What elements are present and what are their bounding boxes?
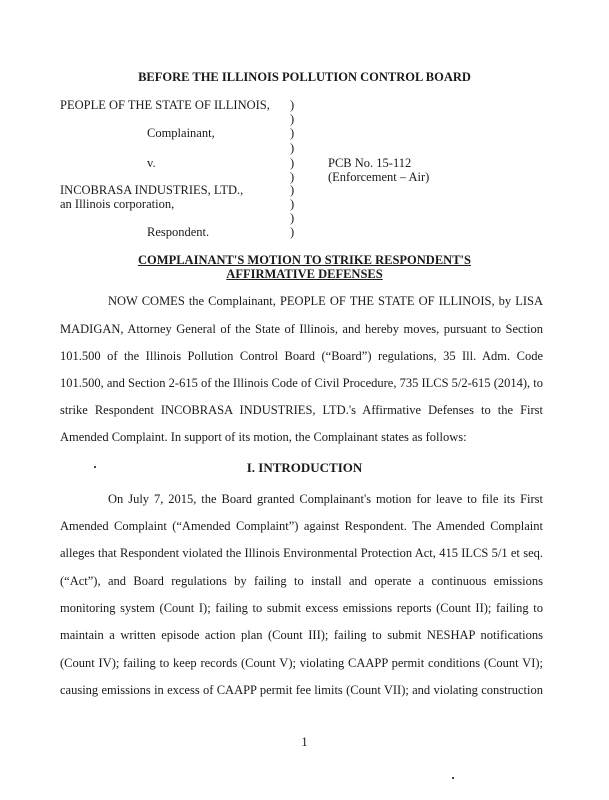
- paragraph-line: strike Respondent INCOBRASA INDUSTRIES, LTD.'s Affirmative Defenses to the First: [60, 403, 543, 417]
- paragraph-line: causing emissions in excess of CAAPP permit fee limits (Count VII); and violating construction: [60, 683, 543, 697]
- caption-paren: ): [290, 225, 295, 239]
- defendant-role: Respondent.: [147, 225, 210, 239]
- motion-title-line: COMPLAINANT'S MOTION TO STRIKE RESPONDENT'S: [138, 253, 471, 267]
- plaintiff-name: PEOPLE OF THE STATE OF ILLINOIS,: [60, 98, 270, 112]
- paragraph-line: (“Act”), and Board regulations by failing to install and operate a continuous emissions: [60, 574, 543, 588]
- paragraph-line: 101.500 of the Illinois Pollution Control Board (“Board”) regulations, 35 Ill. Adm. Code: [60, 349, 543, 363]
- scan-speck: [94, 466, 96, 468]
- case-type: (Enforcement – Air): [328, 170, 430, 184]
- versus-label: v.: [147, 156, 156, 170]
- caption-paren: ): [290, 98, 295, 112]
- caption-paren: ): [290, 197, 295, 211]
- paragraph-line: 101.500, and Section 2-615 of the Illinois Code of Civil Procedure, 735 ILCS 5/2-615 (2014), to: [60, 376, 543, 390]
- plaintiff-role: Complainant,: [147, 126, 215, 140]
- caption-paren: ): [290, 170, 295, 184]
- paragraph-line: Amended Complaint. In support of its motion, the Complainant states as follows:: [60, 430, 467, 444]
- paragraph-line: Amended Complaint (“Amended Complaint”) against Respondent. The Amended Complaint: [60, 519, 543, 533]
- defendant-name: INCOBRASA INDUSTRIES, LTD.,: [60, 183, 244, 197]
- caption-paren: ): [290, 112, 295, 126]
- scan-speck: [452, 777, 454, 779]
- paragraph-line: monitoring system (Count I); failing to submit excess emissions reports (Count II); failing to: [60, 601, 543, 615]
- paragraph-line: (Count IV); failing to keep records (Count V); violating CAAPP permit conditions (Count VI);: [60, 656, 543, 670]
- paragraph-line: On July 7, 2015, the Board granted Complainant's motion for leave to file its First: [108, 492, 543, 506]
- paragraph-line: MADIGAN, Attorney General of the State of Illinois, and hereby moves, pursuant to Section: [60, 322, 543, 336]
- caption-paren: ): [290, 183, 295, 197]
- page-number: 1: [301, 735, 308, 749]
- caption-paren: ): [290, 156, 295, 170]
- board-heading: BEFORE THE ILLINOIS POLLUTION CONTROL BOARD: [138, 70, 471, 84]
- case-number: PCB No. 15-112: [328, 156, 412, 170]
- paragraph-line: alleges that Respondent violated the Illinois Environmental Protection Act, 415 ILCS 5/1 et seq.: [60, 546, 543, 560]
- caption-paren: ): [290, 211, 295, 225]
- defendant-description: an Illinois corporation,: [60, 197, 175, 211]
- section-heading: I. INTRODUCTION: [246, 460, 363, 475]
- paragraph-line: NOW COMES the Complainant, PEOPLE OF THE STATE OF ILLINOIS, by LISA: [108, 294, 543, 308]
- motion-title-line: AFFIRMATIVE DEFENSES: [226, 267, 383, 281]
- paragraph-line: maintain a written episode action plan (Count III); failing to submit NESHAP notifications: [60, 628, 543, 642]
- caption-paren: ): [290, 126, 295, 140]
- caption-paren: ): [290, 141, 295, 155]
